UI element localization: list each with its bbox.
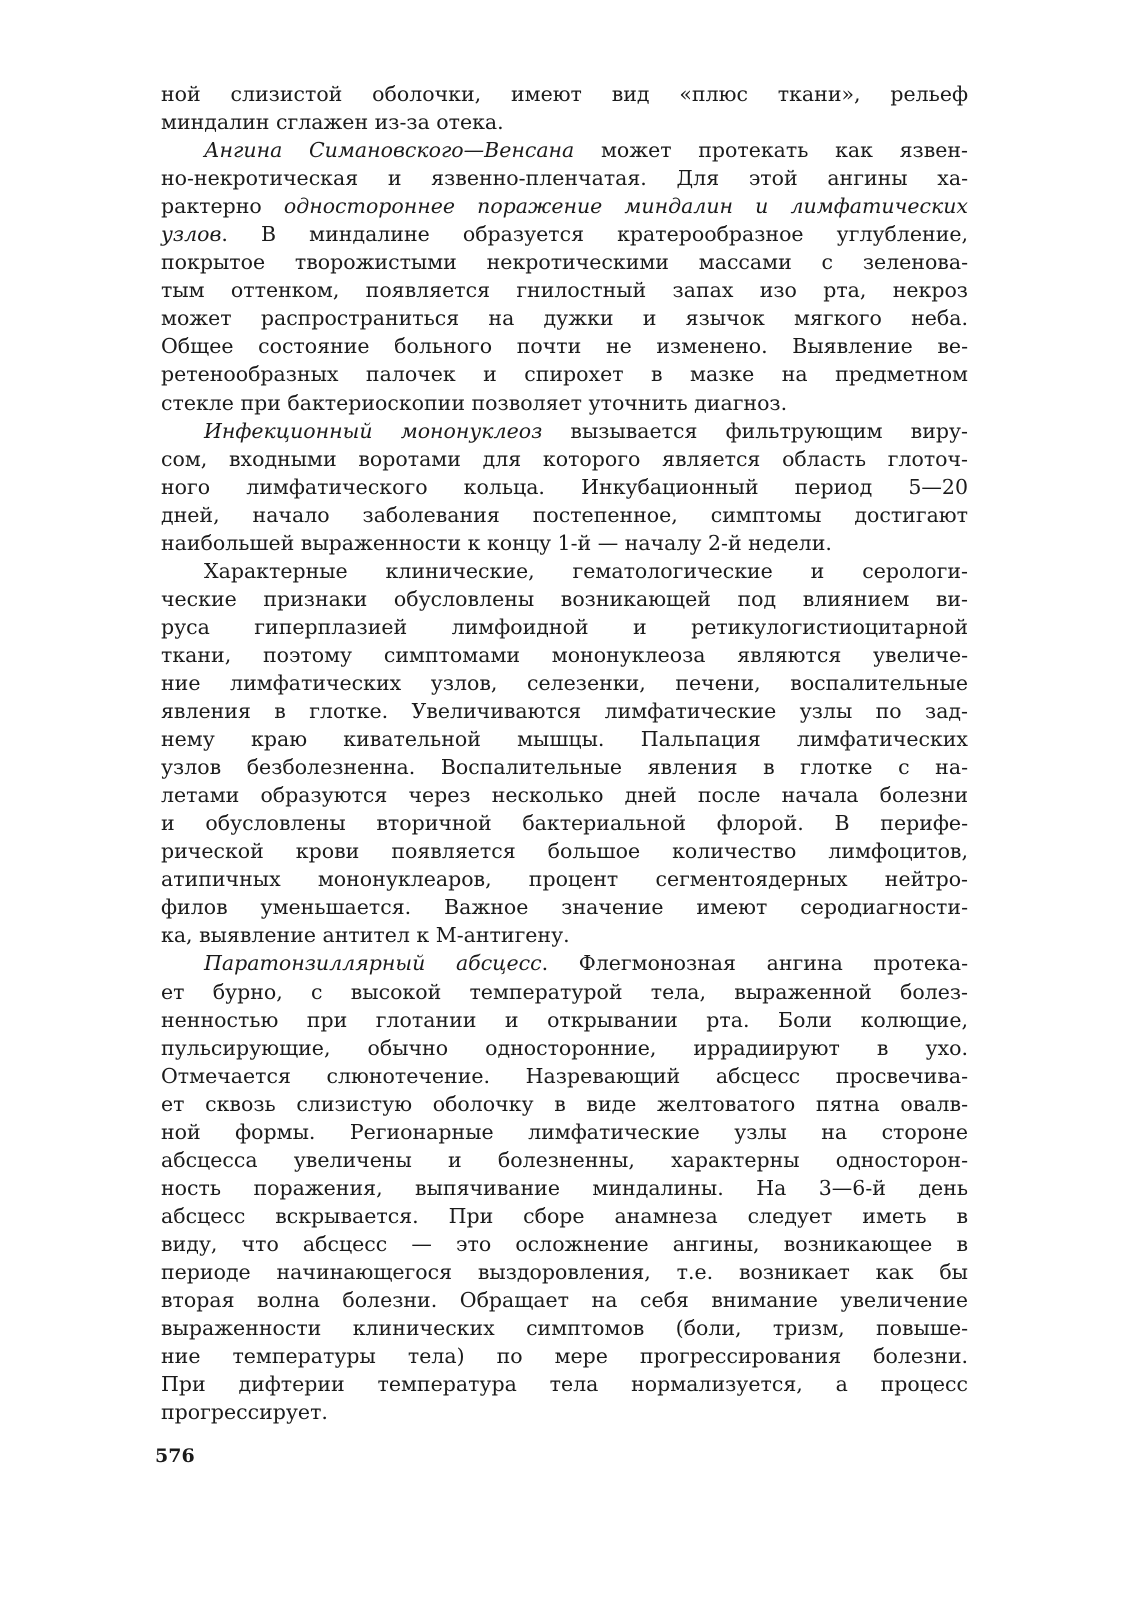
- text-run: ческие признаки обусловлены возникающей под влиянием ви-: [161, 586, 968, 611]
- text-run: вторая волна болезни. Обращает на себя внимание увеличение: [161, 1288, 968, 1313]
- text-line: [161, 529, 968, 557]
- text-line: [161, 360, 968, 388]
- paragraph: [161, 417, 968, 557]
- text-line: [161, 164, 968, 192]
- text-run: Отмечается слюнотечение. Назревающий абсцесс просвечива-: [161, 1063, 968, 1088]
- text-run: может протекать как язвен-: [574, 138, 968, 163]
- text-run: тым оттенком, появляется гнилостный запах изо рта, некроз: [161, 278, 968, 303]
- text-line: [161, 949, 968, 977]
- text-run: стекле при бактериоскопии позволяет уточнить диагноз.: [161, 390, 788, 415]
- text-line: [161, 1286, 968, 1314]
- text-line: [161, 585, 968, 613]
- text-line: [161, 809, 968, 837]
- italic-term: Паратонзиллярный абсцесс: [204, 951, 542, 976]
- body-text: [161, 80, 968, 1426]
- text-run: . В миндалине образуется кратерообразное углубление,: [221, 222, 968, 247]
- text-line: [161, 1258, 968, 1286]
- text-line: [161, 1202, 968, 1230]
- text-line: [161, 865, 968, 893]
- text-run: При дифтерии температура тела нормализуется, а процесс: [161, 1372, 968, 1397]
- italic-term: одностороннее поражение миндалин и лимфатических: [283, 194, 968, 219]
- text-line: [161, 332, 968, 360]
- text-run: ет сквозь слизистую оболочку в виде желтоватого пятна овалв-: [161, 1091, 968, 1116]
- italic-term: Инфекционный мононуклеоз: [204, 418, 543, 443]
- text-run: ние температуры тела) по мере прогрессирования болезни.: [161, 1344, 968, 1369]
- text-line: [161, 80, 968, 108]
- text-line: [161, 725, 968, 753]
- text-run: явления в глотке. Увеличиваются лимфатические узлы по зад-: [161, 699, 968, 724]
- text-run: вызывается фильтрующим виру-: [542, 418, 968, 443]
- text-line: [161, 473, 968, 501]
- text-line: [161, 1342, 968, 1370]
- text-line: [161, 613, 968, 641]
- text-run: ного лимфатического кольца. Инкубационный период 5—20: [161, 474, 968, 499]
- text-line: [161, 220, 968, 248]
- text-line: [161, 1118, 968, 1146]
- text-run: миндалин сглажен из-за отека.: [161, 110, 504, 135]
- paragraph: [161, 557, 968, 950]
- text-run: . Флегмонозная ангина протека-: [541, 951, 968, 976]
- text-line: [161, 1146, 968, 1174]
- text-run: может распространиться на дужки и язычок мягкого неба.: [161, 306, 968, 331]
- text-run: атипичных мононуклеаров, процент сегментоядерных нейтро-: [161, 867, 968, 892]
- text-run: Общее состояние больного почти не изменено. Выявление ве-: [161, 334, 968, 359]
- text-run: рактерно: [161, 194, 284, 219]
- text-run: ка, выявление антител к М-антигену.: [161, 923, 570, 948]
- text-line: [161, 304, 968, 332]
- text-run: руса гиперплазией лимфоидной и ретикулогистиоцитарной: [161, 614, 968, 639]
- text-line: [161, 1314, 968, 1342]
- text-run: ной формы. Регионарные лимфатические узлы на стороне: [161, 1119, 968, 1144]
- paragraph: [161, 136, 968, 416]
- text-run: узлов безболезненна. Воспалительные явления в глотке с на-: [161, 755, 968, 780]
- italic-term: узлов: [161, 222, 222, 247]
- text-line: [161, 136, 968, 164]
- text-run: выраженности клинических симптомов (боли, тризм, повыше-: [161, 1316, 968, 1341]
- text-line: [161, 276, 968, 304]
- text-line: [161, 248, 968, 276]
- text-line: [161, 445, 968, 473]
- text-run: и обусловлены вторичной бактериальной флорой. В перифе-: [161, 811, 968, 836]
- text-line: [161, 192, 968, 220]
- text-run: абсцесса увеличены и болезненны, характерны односторон-: [161, 1147, 968, 1172]
- text-run: ной слизистой оболочки, имеют вид «плюс ткани», рельеф: [161, 82, 968, 106]
- text-line: [161, 978, 968, 1006]
- text-run: дней, начало заболевания постепенное, симптомы достигают: [161, 502, 968, 527]
- text-line: [161, 1006, 968, 1034]
- text-line: [161, 389, 968, 417]
- text-line: [161, 557, 968, 585]
- text-line: [161, 1398, 968, 1426]
- text-run: виду, что абсцесс — это осложнение ангины, возникающее в: [161, 1231, 968, 1256]
- text-run: периоде начинающегося выздоровления, т.е. возникает как бы: [161, 1259, 968, 1284]
- text-run: летами образуются через несколько дней после начала болезни: [161, 783, 968, 808]
- text-line: [161, 669, 968, 697]
- text-run: прогрессирует.: [161, 1400, 328, 1425]
- text-line: [161, 1062, 968, 1090]
- text-run: покрытое творожистыми некротическими массами с зеленова-: [161, 250, 968, 275]
- text-line: [161, 893, 968, 921]
- text-line: [161, 837, 968, 865]
- text-run: филов уменьшается. Важное значение имеют серодиагности-: [161, 895, 968, 920]
- text-line: [161, 921, 968, 949]
- text-line: [161, 417, 968, 445]
- text-run: абсцесс вскрывается. При сборе анамнеза следует иметь в: [161, 1203, 968, 1228]
- text-run: Характерные клинические, гематологические и серологи-: [204, 558, 968, 583]
- text-line: [161, 1090, 968, 1118]
- text-run: ет бурно, с высокой температурой тела, выраженной болез-: [161, 979, 968, 1004]
- text-run: ненностью при глотании и открывании рта. Боли колющие,: [161, 1007, 968, 1032]
- paragraph: [161, 949, 968, 1426]
- text-line: [161, 1230, 968, 1258]
- text-run: нему краю кивательной мышцы. Пальпация лимфатических: [161, 727, 968, 752]
- text-run: наибольшей выраженности к концу 1-й — началу 2-й недели.: [161, 530, 832, 555]
- text-run: ность поражения, выпячивание миндалины. На 3—6-й день: [161, 1175, 968, 1200]
- text-line: [161, 1034, 968, 1062]
- text-line: [161, 1174, 968, 1202]
- italic-term: Ангина Симановского—Венсана: [204, 138, 575, 163]
- text-run: но-некротическая и язвенно-пленчатая. Для этой ангины ха-: [161, 166, 968, 191]
- text-run: ние лимфатических узлов, селезенки, печени, воспалительные: [161, 670, 968, 695]
- text-line: [161, 501, 968, 529]
- text-run: пульсирующие, обычно односторонние, иррадиируют в ухо.: [161, 1035, 968, 1060]
- paragraph: [161, 80, 968, 136]
- page-number: 576: [155, 1445, 195, 1467]
- text-line: [161, 1370, 968, 1398]
- text-line: [161, 108, 968, 136]
- text-run: рической крови появляется большое количество лимфоцитов,: [161, 839, 968, 864]
- text-run: сом, входными воротами для которого является область глоточ-: [161, 446, 968, 471]
- text-run: ретенообразных палочек и спирохет в мазке на предметном: [161, 362, 968, 387]
- text-line: [161, 641, 968, 669]
- text-line: [161, 781, 968, 809]
- text-line: [161, 753, 968, 781]
- text-run: ткани, поэтому симптомами мононуклеоза являются увеличе-: [161, 642, 968, 667]
- text-line: [161, 697, 968, 725]
